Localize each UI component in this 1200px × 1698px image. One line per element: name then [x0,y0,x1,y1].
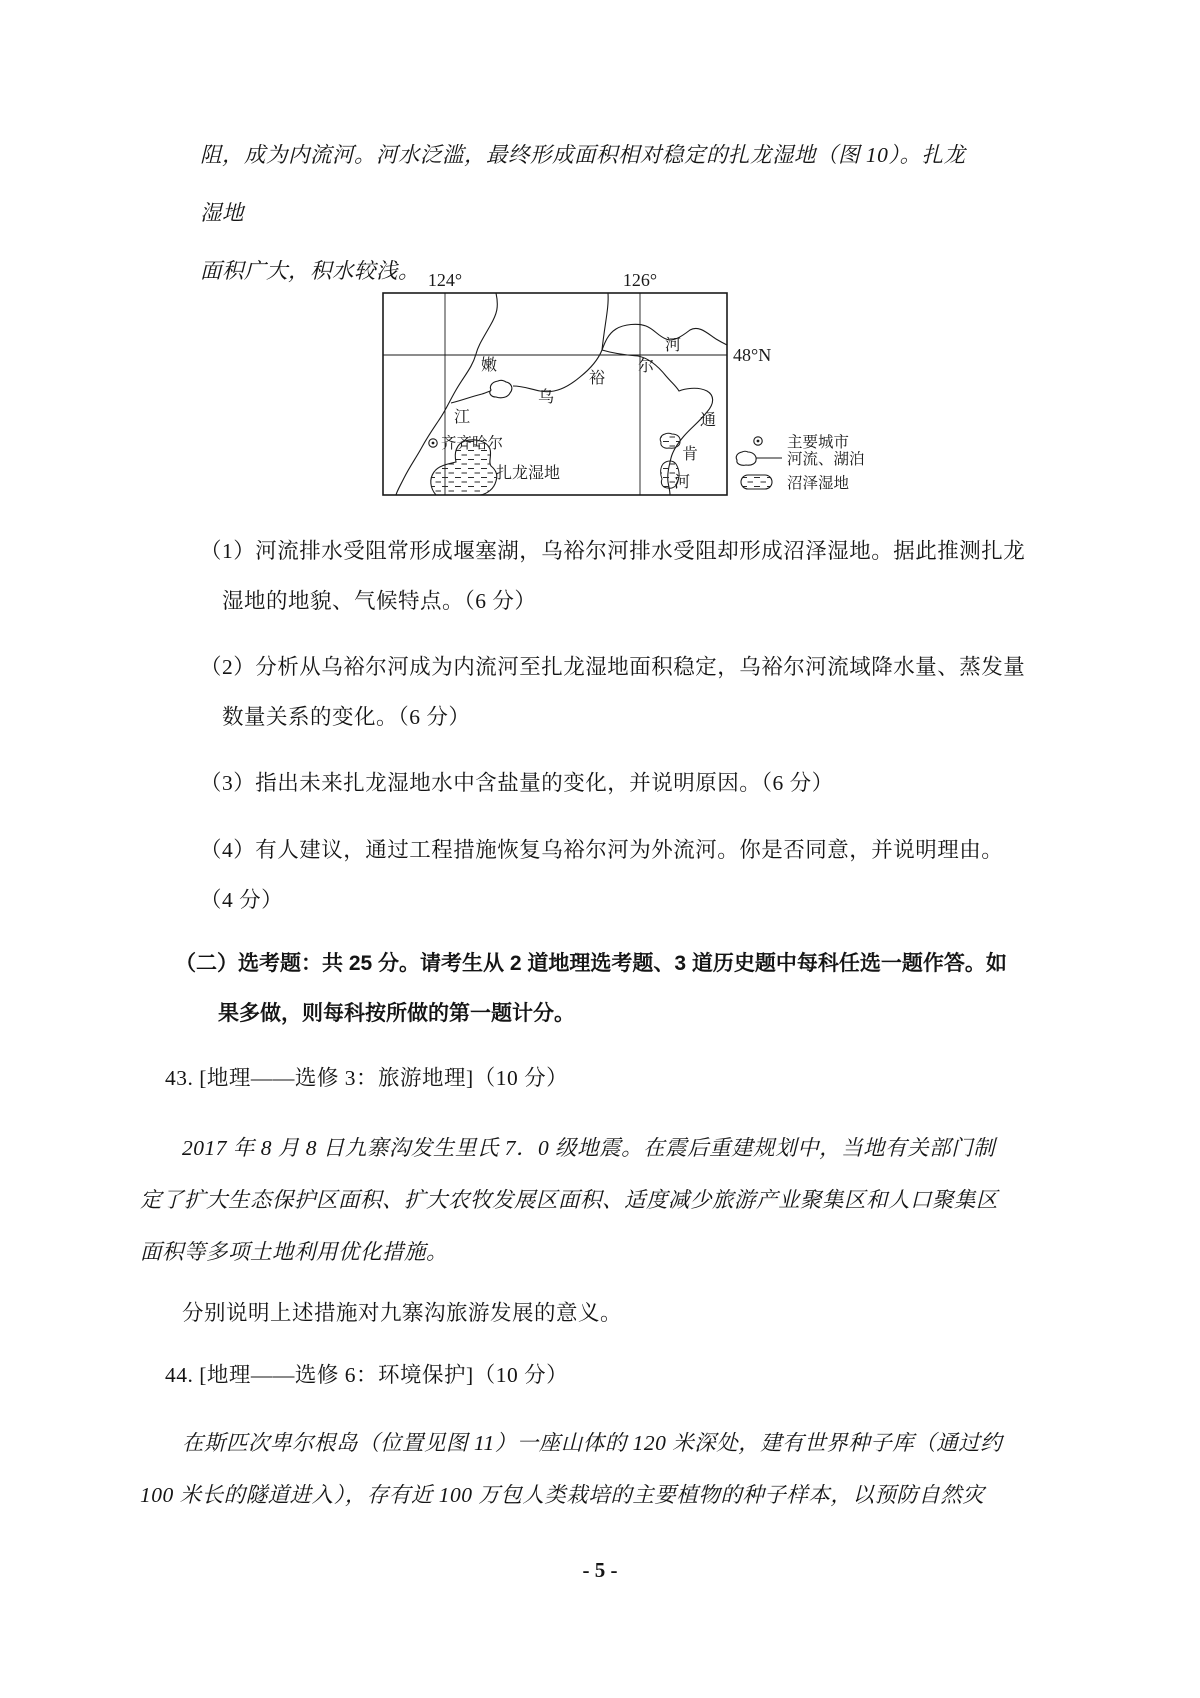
question-44-heading: 44. [地理——选修 6：环境保护]（10 分） [165,1363,569,1387]
city-label: 齐齐哈尔 [441,435,504,452]
longitude-label-126: 126° [622,270,658,290]
question-2: （2）分析从乌裕尔河成为内流河至扎龙湿地面积稳定，乌裕尔河流域降水量、蒸发量 数量关系的变化。（6 分） [200,655,1026,729]
question-4: （4）有人建议，通过工程措施恢复乌裕尔河为外流河。你是否同意，并说明理由。 （4 分） [200,838,1004,912]
svg-text:通: 通 [699,412,717,429]
page-number: - 5 - [582,1558,618,1582]
marsh-patch-upper [660,433,680,448]
map-figure-10 [350,250,865,500]
intro-paragraph: 阻，成为内流河。河水泛滥，最终形成面积相对稳定的扎龙湿地（图 10）。扎龙湿地 面积广大，积水较浅。 [200,143,966,283]
legend-city-label: 主要城市 [787,434,850,451]
wetland-map [350,250,865,500]
legend-marsh-icon [741,475,772,489]
question-1: （1）河流排水受阻常形成堰塞湖，乌裕尔河排水受阻却形成沼泽湿地。据此推测扎龙 湿地的地貌、气候特点。（6 分） [200,539,1026,613]
svg-text:尔: 尔 [637,358,655,375]
svg-text:裕: 裕 [588,370,606,387]
question-43-heading: 43. [地理——选修 3：旅游地理]（10 分） [165,1066,569,1090]
legend-river-lake-icon [736,451,782,465]
latitude-label-48n: 48°N [733,345,772,365]
svg-text:嫩: 嫩 [480,357,498,374]
legend-marsh-label: 沼泽湿地 [787,475,850,492]
map-legend [736,433,864,492]
svg-text:河: 河 [673,474,691,491]
longitude-label-124: 124° [427,270,463,290]
section-2-heading: （二）选考题：共 25 分。请考生从 2 道地理选考题、3 道历史题中每科任选一题作答。如 果多做，则每科按所做的第一题计分。 [175,952,1007,1025]
legend-city-icon [754,437,762,445]
wetland-label: 扎龙湿地 [496,465,561,482]
svg-text:河: 河 [664,337,682,354]
svg-text:肯: 肯 [681,446,699,463]
question-43-material: 2017 年 8 月 8 日九寨沟发生里氏 7．0 级地震。在震后重建规划中，当地有关部门制 定了扩大生态保护区面积、扩大农牧发展区面积、适度减少旅游产业聚集区和人口聚集区 面积等多项土地利用优化措施。 [140,1136,999,1264]
svg-text:江: 江 [453,409,471,426]
question-44-material: 在斯匹次卑尔根岛（位置见图 11）一座山体的 120 米深处，建有世界种子库（通过约 100 米长的隧道进入），存有近 100 万包人类栽培的主要植物的种子样本，以预防自然灾 [140,1431,1003,1507]
question-3: （3）指出未来扎龙湿地水中含盐量的变化，并说明原因。（6 分） [200,771,834,795]
legend-river-lake-label: 河流、湖泊 [787,451,865,468]
svg-text:乌: 乌 [537,389,555,406]
question-43-task: 分别说明上述措施对九寨沟旅游发展的意义。 [182,1301,623,1325]
lake-shape [490,380,512,397]
city-marker-icon [429,439,437,447]
